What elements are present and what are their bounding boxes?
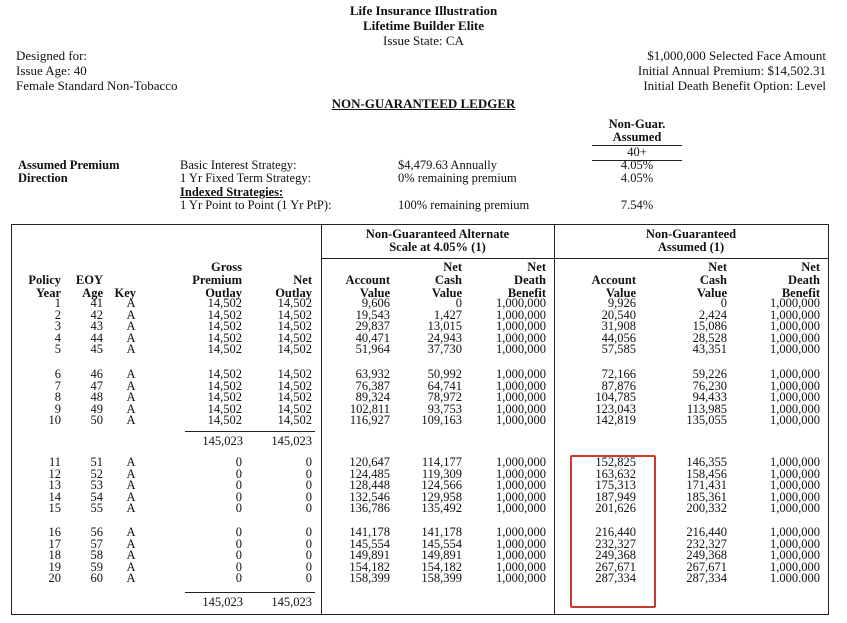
assumed-net-cash-value-cell: 216,440 [686, 525, 727, 539]
policy-year-cell: 17 [48, 536, 61, 551]
assumed-net-cash-value-cell: 113,985 [686, 401, 727, 416]
eoy-age-header: EOY [75, 273, 103, 287]
net-outlay-cell: 0 [305, 559, 312, 574]
subtotal-rule [185, 431, 315, 432]
strategy-label: Basic Interest Strategy: [180, 158, 297, 172]
assumed-head-1: Non-Guar. [608, 117, 666, 131]
assumed-net-death-benefit-cell: 1,000,000 [770, 478, 820, 493]
assumed-net-cash-value-cell: 0 [720, 296, 727, 310]
alt-account-value-cell: 29,837 [355, 319, 390, 334]
alt-net-cash-value-header: Cash [434, 273, 462, 287]
eoy-age-cell: 59 [90, 559, 103, 574]
gross-premium-outlay-cell: 0 [235, 525, 242, 539]
eoy-age-cell: 56 [90, 525, 103, 539]
gross-premium-outlay-cell: 0 [235, 559, 242, 574]
alt-net-death-benefit-cell: 1,000,000 [496, 548, 546, 563]
subtotal-rule [185, 592, 315, 593]
eoy-age-cell: 46 [90, 367, 103, 381]
alt-scale-header-1: Non-Guaranteed Alternate [365, 227, 510, 241]
strategy-value: $4,479.63 Annually [398, 158, 497, 172]
key-cell: A [126, 536, 136, 551]
alt-net-death-benefit-cell: 1,000,000 [496, 525, 546, 539]
alt-account-value-cell: 63,932 [355, 367, 390, 381]
eoy-age-cell: 52 [90, 466, 103, 481]
alt-account-value-cell: 141,178 [349, 525, 390, 539]
alt-net-death-benefit-cell: 1,000,000 [496, 330, 546, 345]
assumed-account-value-cell: 287,334 [595, 571, 636, 586]
assumed-account-value-cell: 232,327 [595, 536, 636, 551]
alt-net-cash-value-cell: 93,753 [427, 401, 462, 416]
alt-net-cash-value-cell: 119,309 [421, 466, 462, 481]
alt-net-cash-value-cell: 13,015 [427, 319, 462, 334]
eoy-age-cell: 44 [90, 330, 103, 345]
gross-premium-outlay-cell: 0 [235, 478, 242, 493]
alt-net-cash-value-cell: 114,177 [421, 455, 462, 469]
assumed-net-death-benefit-cell: 1.000.000 [770, 571, 820, 586]
alt-net-cash-value-cell: 109,163 [421, 413, 462, 428]
net-outlay-cell: 14,502 [277, 296, 312, 310]
assumed-net-death-benefit-cell: 1,000,000 [770, 378, 820, 393]
assumed-net-death-benefit-header: Death [788, 273, 820, 287]
assumed-net-death-benefit-header: Net [801, 260, 820, 274]
eoy-age-cell: 48 [90, 390, 103, 405]
assumed-net-death-benefit-cell: 1,000,000 [770, 413, 820, 428]
ledger-title: NON-GUARANTEED LEDGER [331, 96, 516, 111]
assumed-net-cash-value-cell: 185,361 [686, 489, 727, 504]
alt-net-death-benefit-cell: 1,000,000 [496, 390, 546, 405]
assumed-net-cash-value-cell: 267,671 [686, 559, 727, 574]
alt-net-cash-value-cell: 129,958 [421, 489, 462, 504]
assumed-account-value-header: Value [605, 286, 636, 300]
policy-year-cell: 8 [54, 390, 61, 405]
net-outlay-cell: 0 [305, 455, 312, 469]
assumed-net-cash-value-cell: 2,424 [698, 307, 727, 322]
assumed-net-cash-value-cell: 28,528 [692, 330, 727, 345]
ledger-table [11, 224, 829, 615]
assumed-net-cash-value-header: Net [708, 260, 727, 274]
alt-account-value-header: Account [345, 273, 390, 287]
alt-net-cash-value-cell: 24,943 [427, 330, 462, 345]
alt-net-cash-value-cell: 141,178 [421, 525, 462, 539]
assumed-net-cash-value-cell: 158,456 [686, 466, 727, 481]
key-cell: A [126, 330, 136, 345]
net-outlay-header: Outlay [275, 286, 312, 300]
assumed-header-1: Non-Guaranteed [645, 227, 737, 241]
subtotal-gross-premium: 145,023 [202, 595, 243, 609]
assumed-account-value-cell: 44,056 [601, 330, 636, 345]
doc-title: Life Insurance Illustration [349, 3, 498, 18]
issue-state: Issue State: CA [383, 33, 464, 48]
key-cell: A [126, 559, 136, 574]
assumed-account-value-cell: 72,166 [601, 367, 636, 381]
alt-account-value-cell: 145,554 [349, 536, 390, 551]
assumed-net-cash-value-cell: 15,086 [692, 319, 727, 334]
alt-net-death-benefit-cell: 1,000,000 [496, 307, 546, 322]
policy-year-cell: 10 [48, 413, 61, 428]
gross-premium-outlay-cell: 14,502 [207, 296, 242, 310]
alt-net-cash-value-header: Net [443, 260, 462, 274]
gross-premium-outlay-cell: 14,502 [207, 367, 242, 381]
assumed-account-value-header: Account [591, 273, 636, 287]
eoy-age-cell: 47 [90, 378, 103, 393]
highlight-box [570, 455, 656, 608]
alt-net-death-benefit-cell: 1,000,000 [496, 478, 546, 493]
indexed-strategy-label: 1 Yr Point to Point (1 Yr PtP): [180, 198, 332, 212]
net-outlay-header: Net [293, 273, 312, 287]
net-outlay-cell: 0 [305, 548, 312, 563]
alt-scale-header-2: Scale at 4.05% (1) [389, 240, 486, 254]
assumed-header-2: Assumed (1) [657, 240, 725, 254]
alt-net-death-benefit-cell: 1,000,000 [496, 296, 546, 310]
alt-net-death-benefit-cell: 1,000,000 [496, 378, 546, 393]
policy-year-cell: 13 [48, 478, 61, 493]
alt-net-cash-value-cell: 135,492 [421, 501, 462, 516]
eoy-age-cell: 45 [90, 342, 103, 357]
alt-net-cash-value-cell: 124,566 [421, 478, 462, 493]
key-cell: A [126, 478, 136, 493]
assumed-account-value-cell: 9,926 [607, 296, 636, 310]
policy-year-cell: 12 [48, 466, 61, 481]
alt-net-death-benefit-cell: 1,000,000 [496, 571, 546, 586]
assumed-account-value-cell: 57,585 [601, 342, 636, 357]
assumed-net-cash-value-cell: 59,226 [692, 367, 727, 381]
assumed-net-cash-value-cell: 146,355 [686, 455, 727, 469]
alt-account-value-cell: 124,485 [349, 466, 390, 481]
net-outlay-cell: 14,502 [277, 413, 312, 428]
assumed-net-cash-value-header: Cash [699, 273, 727, 287]
net-outlay-cell: 0 [305, 466, 312, 481]
gross-premium-outlay-cell: 0 [235, 536, 242, 551]
key-cell: A [126, 525, 136, 539]
premium-direction-label-2: Direction [18, 171, 68, 185]
assumed-net-death-benefit-cell: 1,000,000 [770, 390, 820, 405]
assumed-account-value-cell: 216,440 [595, 525, 636, 539]
alt-account-value-cell: 89,324 [355, 390, 390, 405]
policy-year-cell: 7 [54, 378, 61, 393]
assumed-net-death-benefit-cell: 1,000,000 [770, 342, 820, 357]
gross-premium-outlay-cell: 14,502 [207, 401, 242, 416]
gross-premium-outlay-cell: 0 [235, 571, 242, 586]
alt-net-cash-value-cell: 145,554 [421, 536, 462, 551]
alt-account-value-cell: 116,927 [349, 413, 390, 428]
net-outlay-cell: 14,502 [277, 342, 312, 357]
alt-account-value-cell: 19,543 [355, 307, 390, 322]
assumed-net-death-benefit-cell: 1,000,000 [770, 401, 820, 416]
assumed-account-value-cell: 20,540 [601, 307, 636, 322]
assumed-net-death-benefit-cell: 1,000,000 [770, 489, 820, 504]
assumed-account-value-cell: 142,819 [595, 413, 636, 428]
strategy-label: 1 Yr Fixed Term Strategy: [180, 171, 312, 185]
alt-account-value-cell: 128,448 [349, 478, 390, 493]
key-cell: A [126, 466, 136, 481]
subtotal-net-outlay: 145,023 [271, 434, 312, 448]
assumed-head-2: Assumed [592, 130, 682, 146]
eoy-age-cell: 42 [90, 307, 103, 322]
assumed-account-value-cell: 201,626 [595, 501, 636, 516]
gross-premium-outlay-cell: 0 [235, 489, 242, 504]
alt-net-death-benefit-cell: 1,000,000 [496, 401, 546, 416]
policy-year-cell: 6 [54, 367, 61, 381]
key-cell: A [126, 571, 136, 586]
assumed-net-cash-value-cell: 135,055 [686, 413, 727, 428]
gross-premium-outlay-header: Premium [192, 273, 242, 287]
designed-for-label: Designed for: [16, 48, 88, 63]
alt-net-cash-value-cell: 154,182 [421, 559, 462, 574]
assumed-account-value-cell: 87,876 [601, 378, 636, 393]
policy-year-header: Year [36, 286, 61, 300]
assumed-net-cash-value-cell: 232,327 [686, 536, 727, 551]
gross-premium-outlay-cell: 0 [235, 455, 242, 469]
eoy-age-cell: 41 [90, 296, 103, 310]
gross-premium-outlay-cell: 14,502 [207, 378, 242, 393]
alt-account-value-cell: 76,387 [355, 378, 390, 393]
key-cell: A [126, 342, 136, 357]
eoy-age-cell: 58 [90, 548, 103, 563]
gross-premium-outlay-cell: 0 [235, 501, 242, 516]
policy-year-cell: 14 [48, 489, 61, 504]
policy-year-cell: 18 [48, 548, 61, 563]
key-header: Key [114, 286, 136, 300]
assumed-net-cash-value-cell: 200,332 [686, 501, 727, 516]
gross-premium-outlay-header: Gross [210, 260, 242, 274]
assumed-net-cash-value-cell: 94,433 [692, 390, 727, 405]
eoy-age-header: Age [82, 286, 103, 300]
policy-year-header: Policy [28, 273, 61, 287]
assumed-account-value-cell: 123,043 [595, 401, 636, 416]
eoy-age-cell: 55 [90, 501, 103, 516]
eoy-age-cell: 51 [90, 455, 103, 469]
alt-account-value-cell: 120,647 [349, 455, 390, 469]
net-outlay-cell: 14,502 [277, 378, 312, 393]
risk-class: Female Standard Non-Tobacco [16, 78, 178, 93]
assumed-net-death-benefit-cell: 1,000,000 [770, 501, 820, 516]
gross-premium-outlay-cell: 0 [235, 548, 242, 563]
alt-account-value-cell: 132,546 [349, 489, 390, 504]
gross-premium-outlay-cell: 14,502 [207, 307, 242, 322]
alt-net-death-benefit-cell: 1,000,000 [496, 501, 546, 516]
indexed-strategy-value: 100% remaining premium [398, 198, 530, 212]
assumed-net-death-benefit-cell: 1,000,000 [770, 559, 820, 574]
net-outlay-cell: 0 [305, 536, 312, 551]
gross-premium-outlay-cell: 0 [235, 466, 242, 481]
assumed-net-death-benefit-cell: 1,000,000 [770, 319, 820, 334]
key-cell: A [126, 455, 136, 469]
policy-year-cell: 5 [54, 342, 61, 357]
assumed-net-cash-value-header: Value [696, 286, 727, 300]
assumed-account-value-cell: 163,632 [595, 466, 636, 481]
alt-net-death-benefit-header: Death [514, 273, 546, 287]
assumed-net-death-benefit-cell: 1,000,000 [770, 367, 820, 381]
policy-year-cell: 16 [48, 525, 61, 539]
assumed-net-cash-value-cell: 287,334 [686, 571, 727, 586]
key-cell: A [126, 489, 136, 504]
key-cell: A [126, 390, 136, 405]
assumed-account-value-cell: 267,671 [595, 559, 636, 574]
strategy-rate: 4.05% [620, 171, 654, 185]
policy-year-cell: 15 [48, 501, 61, 516]
alt-account-value-cell: 149,891 [349, 548, 390, 563]
policy-year-cell: 9 [54, 401, 61, 416]
policy-year-cell: 3 [54, 319, 61, 334]
alt-net-death-benefit-cell: 1,000,000 [496, 342, 546, 357]
key-cell: A [126, 307, 136, 322]
alt-net-cash-value-cell: 1,427 [433, 307, 462, 322]
group-header-rule [321, 258, 828, 259]
indexed-strategy-rate: 7.54% [620, 198, 654, 212]
alt-net-death-benefit-cell: 1,000,000 [496, 413, 546, 428]
eoy-age-cell: 43 [90, 319, 103, 334]
product-name: Lifetime Builder Elite [362, 18, 485, 33]
net-outlay-cell: 0 [305, 478, 312, 493]
strategy-rate: 4.05% [620, 158, 654, 172]
gross-premium-outlay-cell: 14,502 [207, 319, 242, 334]
assumed-net-death-benefit-cell: 1,000,000 [770, 455, 820, 469]
eoy-age-cell: 50 [90, 413, 103, 428]
alt-net-death-benefit-cell: 1,000,000 [496, 466, 546, 481]
eoy-age-cell: 53 [90, 478, 103, 493]
column-divider [554, 225, 555, 614]
alt-net-cash-value-header: Value [431, 286, 462, 300]
assumed-account-value-cell: 31,908 [601, 319, 636, 334]
net-outlay-cell: 14,502 [277, 390, 312, 405]
alt-net-death-benefit-header: Benefit [507, 286, 546, 300]
indexed-strategies-label: Indexed Strategies: [180, 185, 284, 199]
key-cell: A [126, 319, 136, 334]
alt-net-death-benefit-cell: 1,000,000 [496, 536, 546, 551]
db-option: Initial Death Benefit Option: Level [643, 78, 826, 93]
gross-premium-outlay-cell: 14,502 [207, 330, 242, 345]
premium-direction-label-1: Assumed Premium [18, 158, 120, 172]
key-cell: A [126, 296, 136, 310]
eoy-age-cell: 54 [90, 489, 103, 504]
net-outlay-cell: 14,502 [277, 367, 312, 381]
assumed-account-value-cell: 187,949 [595, 489, 636, 504]
assumed-net-death-benefit-cell: 1,000,000 [770, 307, 820, 322]
assumed-net-death-benefit-cell: 1,000,000 [770, 548, 820, 563]
key-cell: A [126, 413, 136, 428]
net-outlay-cell: 14,502 [277, 401, 312, 416]
policy-year-cell: 20 [48, 571, 61, 586]
gross-premium-outlay-header: Outlay [205, 286, 242, 300]
policy-year-cell: 11 [48, 455, 61, 469]
policy-year-cell: 2 [54, 307, 61, 322]
assumed-net-death-benefit-cell: 1,000,000 [770, 466, 820, 481]
alt-account-value-cell: 40,471 [355, 330, 390, 345]
assumed-account-value-cell: 104,785 [595, 390, 636, 405]
alt-net-death-benefit-cell: 1,000,000 [496, 319, 546, 334]
alt-net-death-benefit-cell: 1,000,000 [496, 367, 546, 381]
subtotal-gross-premium: 145,023 [202, 434, 243, 448]
alt-net-cash-value-cell: 149,891 [421, 548, 462, 563]
key-cell: A [126, 378, 136, 393]
alt-account-value-cell: 158,399 [349, 571, 390, 586]
key-cell: A [126, 501, 136, 516]
gross-premium-outlay-cell: 14,502 [207, 342, 242, 357]
eoy-age-cell: 60 [90, 571, 103, 586]
assumed-account-value-cell: 249,368 [595, 548, 636, 563]
gross-premium-outlay-cell: 14,502 [207, 413, 242, 428]
assumed-net-death-benefit-cell: 1,000,000 [770, 296, 820, 310]
strategy-value: 0% remaining premium [398, 171, 517, 185]
assumed-account-value-cell: 175,313 [595, 478, 636, 493]
issue-age: Issue Age: 40 [16, 63, 87, 78]
assumed-net-cash-value-cell: 249,368 [686, 548, 727, 563]
alt-net-cash-value-cell: 78,972 [427, 390, 462, 405]
alt-net-cash-value-cell: 0 [455, 296, 462, 310]
key-cell: A [126, 548, 136, 563]
initial-premium: Initial Annual Premium: $14,502.31 [637, 63, 826, 78]
assumed-net-cash-value-cell: 76,230 [692, 378, 727, 393]
gross-premium-outlay-cell: 14,502 [207, 390, 242, 405]
alt-net-cash-value-cell: 37,730 [427, 342, 462, 357]
face-amount: $1,000,000 Selected Face Amount [647, 48, 826, 63]
net-outlay-cell: 14,502 [277, 307, 312, 322]
alt-account-value-cell: 154,182 [349, 559, 390, 574]
alt-net-death-benefit-cell: 1,000,000 [496, 559, 546, 574]
assumed-net-death-benefit-cell: 1,000,000 [770, 525, 820, 539]
alt-net-cash-value-cell: 50,992 [427, 367, 462, 381]
assumed-account-value-cell: 152,825 [595, 455, 636, 469]
alt-net-death-benefit-header: Net [527, 260, 546, 274]
alt-net-death-benefit-cell: 1,000,000 [496, 455, 546, 469]
net-outlay-cell: 14,502 [277, 330, 312, 345]
assumed-net-cash-value-cell: 171,431 [686, 478, 727, 493]
alt-account-value-cell: 136,786 [349, 501, 390, 516]
alt-account-value-cell: 102,811 [349, 401, 390, 416]
net-outlay-cell: 0 [305, 571, 312, 586]
alt-net-cash-value-cell: 64,741 [427, 378, 462, 393]
alt-account-value-header: Value [359, 286, 390, 300]
alt-net-cash-value-cell: 158,399 [421, 571, 462, 586]
alt-net-death-benefit-cell: 1,000,000 [496, 489, 546, 504]
assumed-net-death-benefit-cell: 1,000,000 [770, 536, 820, 551]
key-cell: A [126, 367, 136, 381]
policy-year-cell: 1 [54, 296, 61, 310]
assumed-net-cash-value-cell: 43,351 [692, 342, 727, 357]
alt-account-value-cell: 9,606 [361, 296, 390, 310]
assumed-net-death-benefit-header: Benefit [781, 286, 820, 300]
key-cell: A [126, 401, 136, 416]
net-outlay-cell: 14,502 [277, 319, 312, 334]
policy-year-cell: 19 [48, 559, 61, 574]
alt-account-value-cell: 51,964 [355, 342, 390, 357]
assumed-head-3: 40+ [592, 145, 682, 161]
subtotal-net-outlay: 145,023 [271, 595, 312, 609]
net-outlay-cell: 0 [305, 501, 312, 516]
eoy-age-cell: 57 [90, 536, 103, 551]
policy-year-cell: 4 [54, 330, 61, 345]
net-outlay-cell: 0 [305, 525, 312, 539]
assumed-net-death-benefit-cell: 1,000,000 [770, 330, 820, 345]
net-outlay-cell: 0 [305, 489, 312, 504]
eoy-age-cell: 49 [90, 401, 103, 416]
